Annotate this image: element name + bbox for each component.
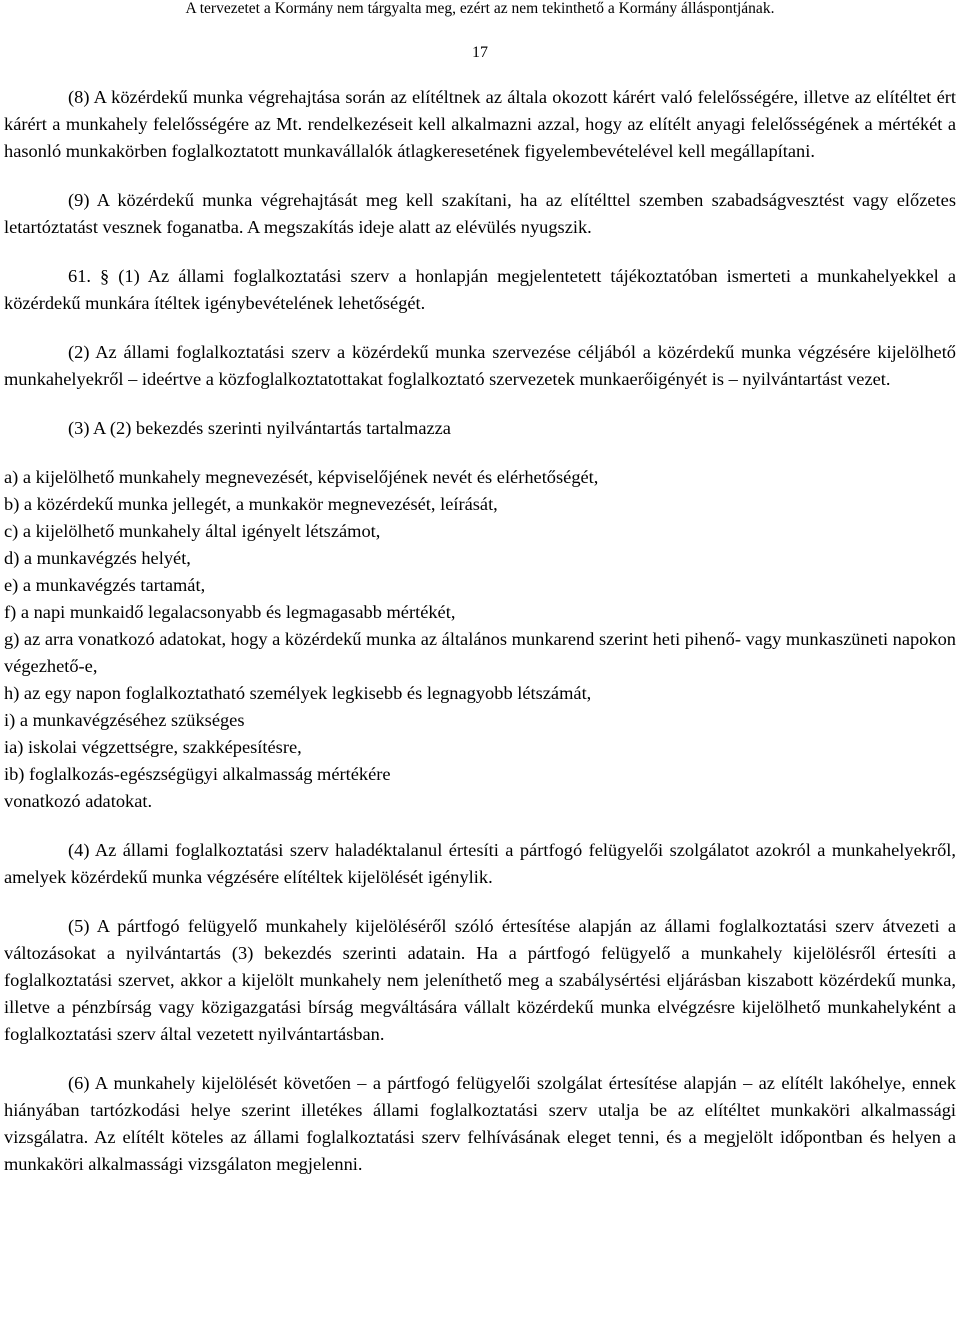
page-number: 17 <box>472 44 488 61</box>
paragraph-9: (9) A közérdekű munka végrehajtását meg kell szakítani, ha az elítélttel szemben szabadságvesztést vagy előzetes letartóztatást vesznek foganatba. A megszakítás ideje alatt az elévülés nyugszik. <box>4 190 956 237</box>
list-item: a) a kijelölhető munkahely megnevezését, képviselőjének nevét és elérhetőségét, <box>4 467 599 487</box>
section-61-2: (2) Az állami foglalkoztatási szerv a közérdekű munka szervezése céljából a közérdekű munka végzésére kijelölhető munkahelyekről – ideértve a közfoglalkoztatottakat foglalkoztató szervezetek munkaerőigényét is – nyilvántartást vezet. <box>4 342 956 389</box>
section-61-5: (5) A pártfogó felügyelő munkahely kijelöléséről szóló értesítése alapján az állami foglalkoztatási szerv átvezeti a változásokat a nyilvántartás (3) bekezdés szerinti adatain. Ha a pártfogó felügyelő a munkahely kijelölésről értesíti a foglalkoztatási szervet, akkor a kijelölt munkahely nem jeleníthető meg a szabálysértési eljárásban kiszabott közérdekű munka, illetve a pénzbírság vagy közigazgatási bírság megváltására vállalt közérdekű munka elvégzésre kijelölhető munkahelyként a foglalkoztatási szerv által vezetett nyilvántartásban. <box>4 916 956 1044</box>
list-item: vonatkozó adatokat. <box>4 791 153 811</box>
paragraph-8: (8) A közérdekű munka végrehajtása során az elítéltnek az általa okozott kárért való felelősségére, illetve az elítéltet ért kárért a munkahely felelősségére az Mt. rendelkezéseit kell alkalmazni azzal, hogy az elítélt anyagi felelősségének a mértékét a hasonló munkakörben foglalkoztatott munkavállalók átlagkeresetének figyelembevételével kell megállapítani. <box>4 87 956 161</box>
list-item: e) a munkavégzés tartamát, <box>4 575 206 595</box>
list-item: g) az arra vonatkozó adatokat, hogy a közérdekű munka az általános munkarend szerint heti pihenő- vagy munkaszüneti napokon végezhető-e, <box>4 629 956 676</box>
list-item: i) a munkavégzéséhez szükséges <box>4 710 245 730</box>
section-61-4: (4) Az állami foglalkoztatási szerv haladéktalanul értesíti a pártfogó felügyelői szolgálatot azokról a munkahelyekről, amelyek közérdekű munka végzésére elítéltek kijelölését igénylik. <box>4 840 956 887</box>
list-item: b) a közérdekű munka jellegét, a munkakör megnevezését, leírását, <box>4 494 498 514</box>
list-item: h) az egy napon foglalkoztatható személyek legkisebb és legnagyobb létszámát, <box>4 683 592 703</box>
list-item: ia) iskolai végzettségre, szakképesítésre, <box>4 737 302 757</box>
list-item: d) a munkavégzés helyét, <box>4 548 191 568</box>
list-item: ib) foglalkozás-egészségügyi alkalmasság mértékére <box>4 764 391 784</box>
list-item: c) a kijelölhető munkahely által igényelt létszámot, <box>4 521 381 541</box>
header-notice: A tervezetet a Kormány nem tárgyalta meg, ezért az nem tekinthető a Kormány álláspontjának. <box>185 0 775 17</box>
section-61-1: 61. § (1) Az állami foglalkoztatási szerv a honlapján megjelentetett tájékoztatóban ismerteti a munkahelyekkel a közérdekű munkára ítéltek igénybevételének lehetőségét. <box>4 266 956 313</box>
document-page <box>4 0 956 1178</box>
list-item: f) a napi munkaidő legalacsonyabb és legmagasabb mértékét, <box>4 602 456 622</box>
section-61-3: (3) A (2) bekezdés szerinti nyilvántartás tartalmazza <box>68 418 451 438</box>
document-body <box>4 84 956 1178</box>
data-list <box>4 464 956 815</box>
section-61-6: (6) A munkahely kijelölését követően – a pártfogó felügyelői szolgálat értesítése alapján – az elítélt lakóhelye, ennek hiányában tartózkodási helye szerint illetékes állami foglalkoztatási szerv utalja be az elítéltet munkaköri alkalmassági vizsgálatra. Az elítélt köteles az állami foglalkoztatási szerv felhívásának eleget tenni, és a megjelölt időpontban és helyen a munkaköri alkalmassági vizsgálaton megjelenni. <box>4 1073 956 1174</box>
